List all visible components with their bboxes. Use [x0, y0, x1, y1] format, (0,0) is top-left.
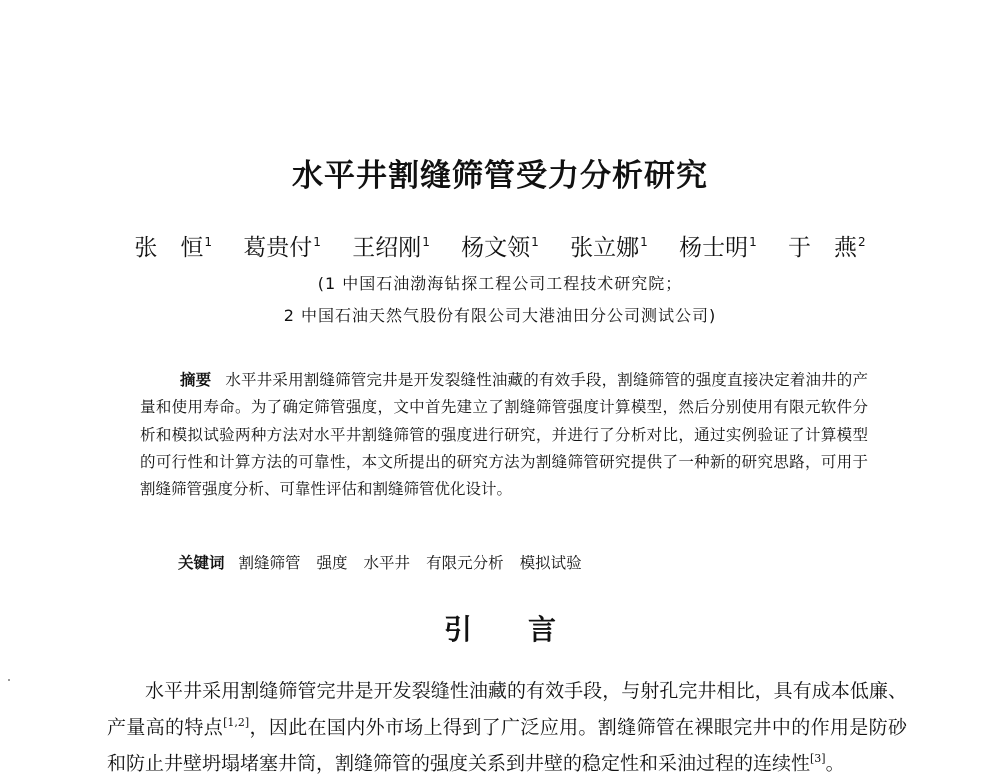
abstract-text: 水平井采用割缝筛管完井是开发裂缝性油藏的有效手段，割缝筛管的强度直接决定着油井的产量和使用寿命。为了确定筛管强度，文中首先建立了割缝筛管强度计算模型，然后分别使用有限元软件分析和模拟试验两种方法对水平井割缝筛管的强度进行研究，并进行了分析对比，通过实例验证了计算模型的可行性和计算方法的可靠性，本文所提出的研究方法为割缝筛管研究提供了一种新的研究思路，可用于割缝筛管强度分析、可靠性评估和割缝筛管优化设计。 — [140, 371, 868, 499]
keyword: 强度 — [316, 554, 348, 572]
intro-text: 水平井采用割缝筛管完井是开发裂缝性油藏的有效手段，与射孔完井相比，具有成本低廉、产量高的特点 — [107, 680, 907, 739]
author-list — [0, 229, 1000, 262]
section-heading-char: 引 — [443, 613, 472, 646]
keyword: 有限元分析 — [426, 554, 504, 572]
introduction-paragraph — [107, 675, 907, 780]
citation: [3] — [810, 752, 826, 766]
abstract-label: 摘要 — [180, 371, 212, 389]
author-name: 于 燕 — [788, 235, 858, 261]
scan-speck — [8, 679, 10, 681]
citation: [1,2] — [223, 716, 250, 729]
author — [243, 235, 321, 261]
keywords-label: 关键词 — [178, 554, 225, 572]
affiliation-line: 2 中国石油天然气股份有限公司大港油田分公司测试公司) — [283, 306, 717, 325]
paper-title: 水平井割缝筛管受力分析研究 — [292, 158, 708, 194]
keyword: 水平井 — [363, 554, 411, 572]
keyword: 割缝筛管 — [238, 554, 301, 572]
author — [134, 235, 212, 261]
author-name: 张 恒 — [134, 235, 204, 261]
intro-text: 。 — [825, 752, 845, 775]
keyword: 模拟试验 — [519, 554, 582, 572]
affiliation-mark: 1 — [749, 235, 757, 250]
section-heading-char: 言 — [528, 613, 557, 646]
author — [352, 235, 430, 261]
affiliation-line: (1 中国石油渤海钻探工程公司工程技术研究院； — [317, 274, 683, 293]
author-name: 杨文领 — [461, 235, 531, 261]
abstract — [140, 367, 868, 503]
author-name: 杨士明 — [679, 235, 749, 261]
affiliation-mark: 1 — [204, 235, 212, 250]
affiliation-mark: 1 — [313, 235, 321, 250]
affiliation-mark: 1 — [422, 235, 430, 250]
author — [788, 235, 866, 261]
author-name: 张立娜 — [570, 235, 640, 261]
intro-text: ，因此在国内外市场上得到了广泛应用。割缝筛管在裸眼完井中的作用是防砂和防止井壁坍塌堵塞井筒，割缝筛管的强度关系到井壁的稳定性和采油过程的连续性 — [107, 716, 907, 775]
author-name: 葛贵付 — [243, 235, 313, 261]
author — [570, 235, 648, 261]
author — [679, 235, 757, 261]
affiliation-mark: 1 — [640, 235, 648, 250]
affiliation-mark: 1 — [531, 235, 539, 250]
keywords — [178, 551, 598, 573]
author-name: 王绍刚 — [352, 235, 422, 261]
section-heading-introduction — [0, 608, 1000, 648]
affiliation-mark: 2 — [858, 235, 866, 250]
author — [461, 235, 539, 261]
